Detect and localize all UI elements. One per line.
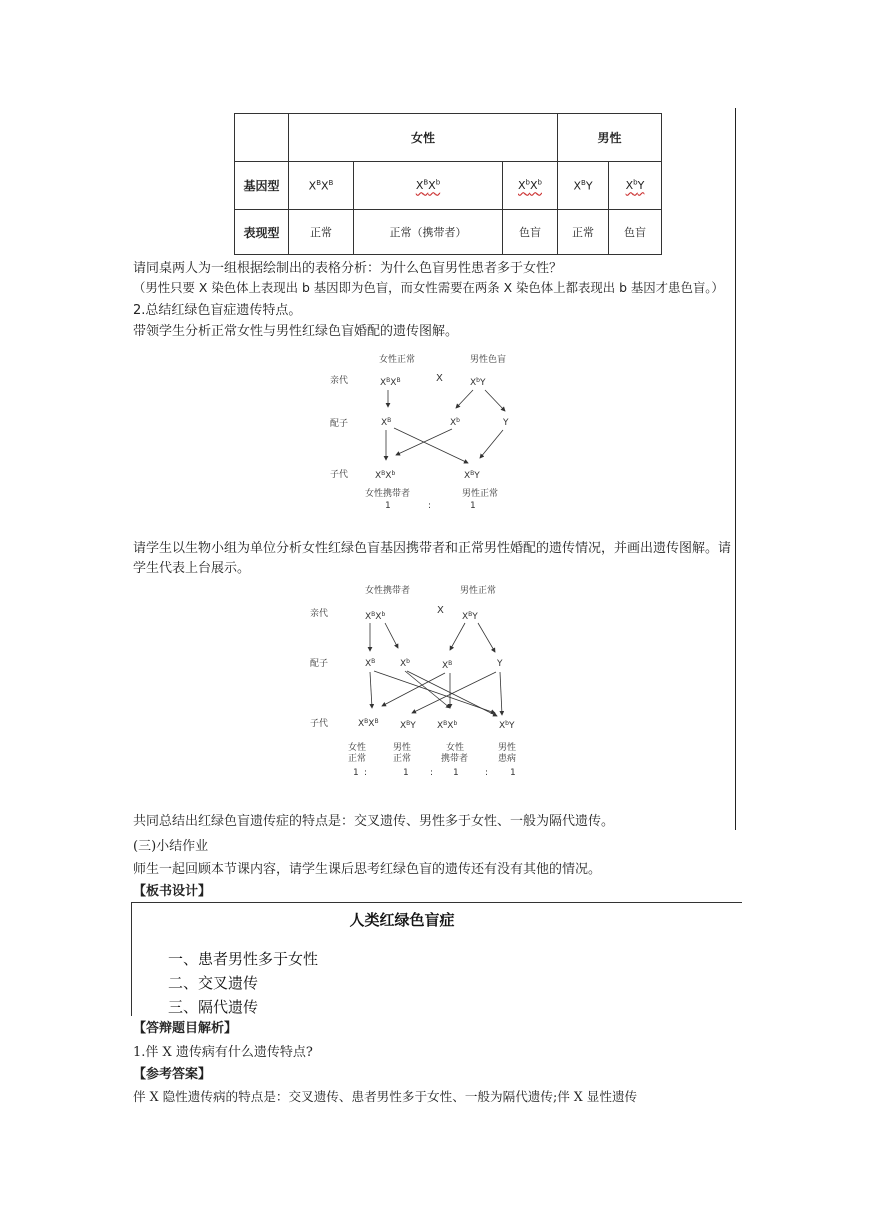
d2-male-label: 男性正常: [460, 586, 497, 596]
d1-row-parent: 亲代: [330, 376, 349, 386]
d2-arrow: [412, 672, 496, 713]
d1-arrow: [480, 430, 503, 458]
d1-gamete-Y: Y: [503, 418, 509, 428]
board-design-header: 【板书设计】: [133, 884, 212, 899]
d2-row-parent: 亲代: [310, 609, 329, 619]
d1-child2-label: 男性正常: [462, 489, 499, 499]
d2-arrow: [450, 623, 465, 650]
d2-gamete-Y: Y: [497, 659, 503, 669]
genotype-row: [235, 162, 662, 210]
d2-arrow: [385, 623, 398, 648]
summary-text: 共同总结出红绿色盲遗传症的特点是：交叉遗传、男性多于女性、一般为隔代遗传。: [133, 814, 615, 829]
genotype-cell: $X^BY$: [558, 162, 609, 210]
phenotype-cell: 色盲: [503, 210, 558, 255]
reference-answer-header: 【参考答案】: [133, 1067, 212, 1082]
board-item: 三、隔代遗传: [168, 998, 259, 1016]
d2-child4-l1: 男性: [498, 743, 517, 753]
d2-child1-l2: 正常: [348, 754, 367, 764]
page-right-rule: [735, 108, 736, 830]
row-label-phenotype: 表现型: [235, 210, 289, 255]
review-text: 师生一起回顾本节课内容，请学生课后思考红绿色盲的遗传还有没有其他的情况。: [133, 862, 602, 877]
d2-child-1: $X^BX^B$: [358, 718, 379, 729]
d1-gamete-Xb: $X^b$: [450, 417, 460, 428]
d1-row-offspring: 子代: [330, 470, 349, 480]
d2-ratio-1: 1: [353, 768, 359, 778]
d1-arrow: [394, 428, 468, 463]
d1-arrow: [485, 390, 505, 411]
d1-child-female: $X^BX^b$: [375, 470, 396, 481]
phenotype-cell: 正常（携带者）: [354, 210, 503, 255]
genotype-cell: $X^bX^b$: [503, 162, 558, 210]
d2-ratio-2: 1: [403, 768, 409, 778]
phenotype-cell: 正常: [289, 210, 354, 255]
d2-child3-l1: 女性: [446, 743, 465, 753]
question-1: 1.伴 X 遗传病有什么遗传特点?: [133, 1045, 313, 1060]
section-heading-3: (三)小结作业: [133, 839, 209, 854]
table-corner-cell: [235, 114, 289, 162]
d1-child1-label: 女性携带者: [365, 489, 411, 499]
d2-child-2: $X^BY$: [400, 720, 416, 731]
d1-child-male: $X^BY$: [464, 470, 480, 481]
d2-child1-l1: 女性: [348, 743, 367, 753]
genotype-cell: $X^BX^B$: [289, 162, 354, 210]
d1-gamete-XB: $X^B$: [381, 417, 392, 428]
inheritance-diagram-2: [300, 578, 560, 783]
phenotype-row: [235, 210, 662, 255]
d2-cross: X: [437, 605, 444, 616]
d2-arrow: [500, 672, 502, 715]
d1-arrow: [456, 390, 473, 408]
lead-text-2b: 学生代表上台展示。: [133, 561, 251, 576]
d2-child4-l2: 患病: [498, 754, 517, 764]
d2-row-gamete: 配子: [310, 659, 329, 669]
d2-gamete-Xb: $X^b$: [400, 658, 410, 669]
d2-row-offspring: 子代: [310, 719, 329, 729]
d2-arrow: [370, 672, 372, 708]
genotype-table: [234, 113, 662, 255]
d2-child2-l2: 正常: [393, 754, 412, 764]
genotype-cell: $X^bY$: [609, 162, 662, 210]
question-text: 请同桌两人为一组根据绘制出的表格分析：为什么色盲男性患者多于女性？: [133, 261, 563, 276]
d2-child-4: $X^bY$: [499, 720, 515, 731]
board-title: 人类红绿色盲症: [349, 911, 455, 929]
d1-row-gamete: 配子: [330, 419, 349, 429]
phenotype-cell: 色盲: [609, 210, 662, 255]
board-item: 一、患者男性多于女性: [168, 950, 319, 968]
d1-ratio-sep: :: [428, 501, 432, 511]
d2-child2-l1: 男性: [393, 743, 412, 753]
genotype-cell: $X^BX^b$: [354, 162, 503, 210]
d2-female-label: 女性携带者: [365, 586, 411, 596]
answer-header: 【答辩题目解析】: [133, 1021, 238, 1036]
d1-male-label: 男性色盲: [470, 355, 507, 365]
d2-ratio-sep: :: [430, 768, 434, 778]
d2-ratio-4: 1: [510, 768, 516, 778]
d2-gamete-XB: $X^B$: [365, 658, 376, 669]
board-design-box: [131, 902, 742, 1016]
phenotype-cell: 正常: [558, 210, 609, 255]
d1-female-label: 女性正常: [379, 355, 416, 365]
d2-ratio-sep: :: [485, 768, 489, 778]
d1-ratio-1: 1: [385, 501, 391, 511]
d2-arrow: [478, 623, 495, 652]
d1-parent-female: $X^BX^B$: [380, 377, 401, 388]
lead-text-1: 带领学生分析正常女性与男性红绿色盲婚配的遗传图解。: [133, 324, 459, 339]
d1-ratio-2: 1: [470, 501, 476, 511]
reference-answer-text: 伴 X 隐性遗传病的特点是：交叉遗传、患者男性多于女性、一般为隔代遗传;伴 X 显性遗传: [133, 1089, 638, 1104]
d2-child3-l2: 携带者: [441, 754, 469, 764]
row-label-genotype: 基因型: [235, 162, 289, 210]
board-item: 二、交叉遗传: [168, 974, 259, 992]
d2-parent-female: $X^BX^b$: [365, 611, 386, 622]
d1-cross: X: [436, 373, 443, 384]
female-header: 女性: [289, 114, 558, 162]
d2-gamete-XB-male: $X^B$: [442, 660, 453, 671]
d2-ratio-3: 1: [453, 768, 459, 778]
d1-parent-male: $X^bY$: [470, 377, 486, 388]
d2-child-3: $X^BX^b$: [437, 720, 458, 731]
d2-parent-male: $X^BY$: [462, 611, 478, 622]
lead-text-2a: 请学生以生物小组为单位分析女性红绿色盲基因携带者和正常男性婚配的遗传情况，并画出遗传图解。请: [133, 541, 732, 556]
inheritance-diagram-1: [300, 345, 560, 520]
d2-ratio-sep: :: [364, 768, 368, 778]
section-heading-2: 2.总结红绿色盲症遗传特点。: [133, 303, 302, 318]
answer-text: （男性只要 X 染色体上表现出 b 基因即为色盲，而女性需要在两条 X 染色体上都表现出 b 基因才患色盲。）: [133, 280, 724, 295]
male-header: 男性: [558, 114, 662, 162]
d2-arrow: [374, 671, 495, 713]
